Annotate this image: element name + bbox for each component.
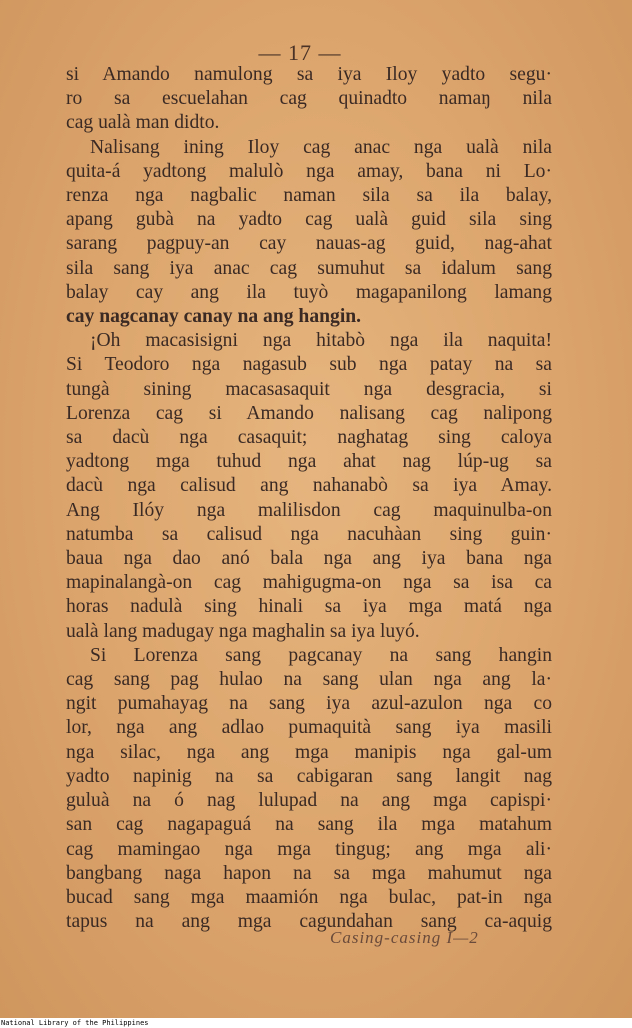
text-line: tapus na ang mga cagundahan sang ca-aquig: [66, 911, 552, 933]
text-line: cag mamingao nga mga tingug; ang mga ali·: [66, 838, 552, 860]
text-line: mapinalangà-on cag mahigugma-on nga sa isa ca: [66, 572, 552, 594]
text-line: bucad sang mga maamión nga bulac, pat-in nga: [66, 886, 552, 908]
footer-credit: National Library of the Philippines: [0, 1018, 632, 1028]
text-line: quita-á yadtong malulò nga amay, bana ni Lo·: [66, 160, 552, 182]
text-line: sila sang iya anac cag sumuhut sa idalum sang: [66, 257, 552, 279]
text-line: ngit pumahayag na sang iya azul-azulon nga co: [66, 693, 552, 715]
text-line: Si Teodoro nga nagasub sub nga patay na sa: [66, 354, 552, 376]
text-line: guluà na ó nag lulupad na ang mga capispi·: [66, 790, 552, 812]
text-line: san cag nagapaguá na sang ila mga matahum: [66, 814, 552, 836]
text-line: cag ualà man didto.: [66, 112, 220, 134]
text-line: baua nga dao anó bala nga ang iya bana nga: [66, 548, 552, 570]
text-line: dacù nga calisud ang nahanabò sa iya Amay.: [66, 475, 552, 497]
signature-mark: Casing-casing I—2: [330, 928, 479, 947]
text-line: cay nagcanay canay na ang hangin.: [66, 306, 362, 328]
text-line: horas nadulà sing hinali sa iya mga matá nga: [66, 596, 552, 618]
text-line: Nalisang ining Iloy cag anac nga ualà nila: [90, 136, 552, 158]
text-line: cag sang pag hulao na sang ulan nga ang la·: [66, 669, 552, 691]
text-line: ro sa escuelahan cag quinadto namaŋ nila: [66, 88, 552, 110]
text-line: renza nga nagbalic naman sila sa ila balay,: [66, 185, 552, 207]
text-line: Ang Ilóy nga malilisdon cag maquinulba-on: [66, 499, 552, 521]
text-line: yadto napinig na sa cabigaran sang langit nag: [66, 765, 552, 787]
text-line: tungà sining macasasaquit nga desgracia, si: [66, 378, 552, 400]
text-line: bangbang naga hapon na sa mga mahumut nga: [66, 862, 552, 884]
text-line: lor, nga ang adlao pumaquità sang iya masili: [66, 717, 552, 739]
text-line: ualà lang madugay nga maghalin sa iya luyó.: [66, 620, 420, 642]
text-line: ¡Oh macasisigni nga hitabò nga ila naquita!: [90, 330, 552, 352]
text-line: natumba sa calisud nga nacuhàan sing guin·: [66, 523, 552, 545]
text-line: nga silac, nga ang mga manipis nga gal-um: [66, 741, 552, 763]
text-line: sarang pagpuy-an cay nauas-ag guid, nag-ahat: [66, 233, 552, 255]
text-line: Lorenza cag si Amando nalisang cag nalipong: [66, 402, 552, 424]
text-line: balay cay ang ila tuyò magapanilong lamang: [66, 281, 552, 303]
text-line: Si Lorenza sang pagcanay na sang hangin: [90, 644, 552, 666]
text-line: yadtong mga tuhud nga ahat nag lúp-ug sa: [66, 451, 552, 473]
page-number: — 17 —: [258, 40, 342, 65]
text-line: sa dacù nga casaquit; naghatag sing caloya: [66, 427, 552, 449]
text-line: apang gubà na yadto cag ualà guid sila sing: [66, 209, 552, 231]
text-line: si Amando namulong sa iya Iloy yadto segu·: [66, 64, 552, 85]
page-text: [66, 63, 552, 934]
